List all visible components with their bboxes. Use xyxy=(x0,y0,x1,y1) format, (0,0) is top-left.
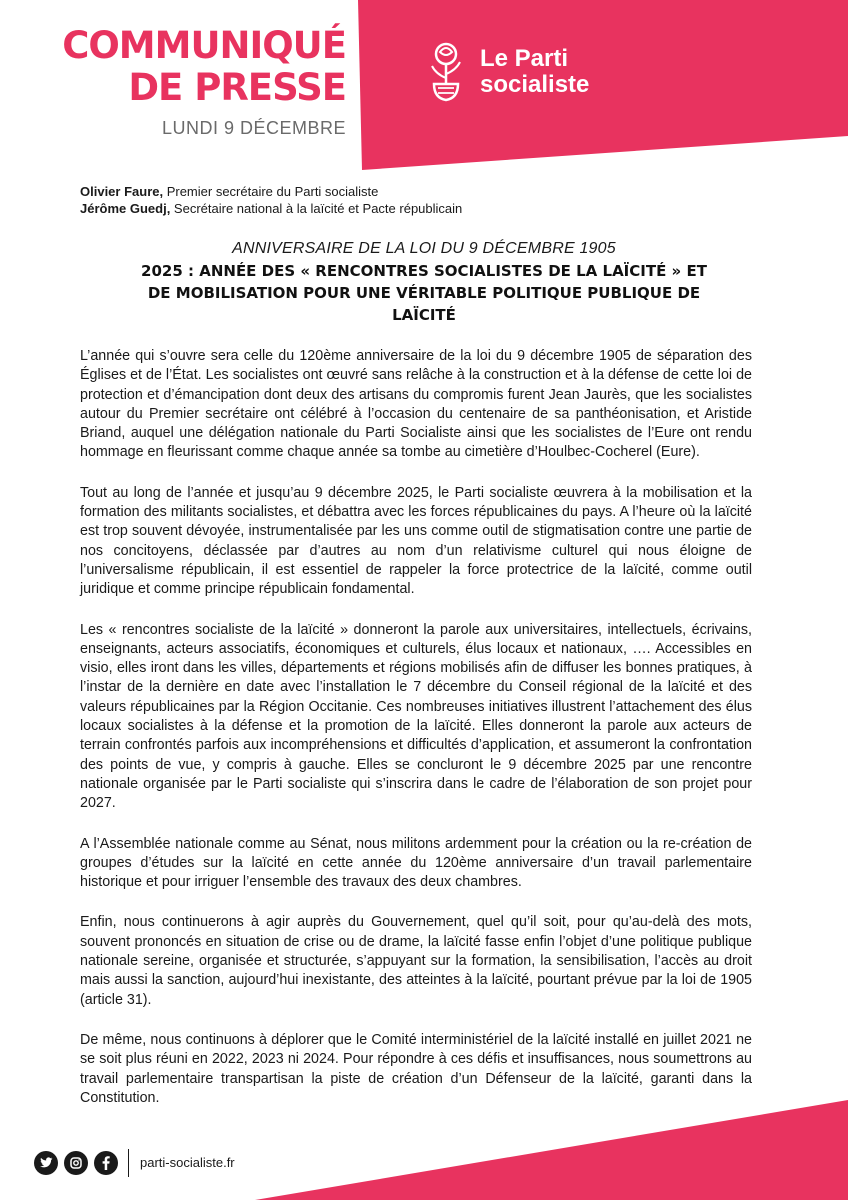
party-logo xyxy=(422,38,612,108)
headline-subtitle: ANNIVERSAIRE DE LA LOI DU 9 DÉCEMBRE 1905 xyxy=(232,240,616,257)
press-release-title-block xyxy=(0,0,380,170)
facebook-icon[interactable] xyxy=(94,1151,118,1175)
release-date: LUNDI 9 DÉCEMBRE xyxy=(161,118,346,138)
title-line-2: DE PRESSE xyxy=(128,66,346,109)
body-paragraph: Enfin, nous continuerons à agir auprès du Gouvernement, quel qu’il soit, pour qu’au-delà des mots, souvent prononcés en situation de crise ou de drame, la laïcité fasse enfin l’objet d’une politique publique nationale sereine, organisée et structurée, s’appuyant sur la formation, la sensibilisation, l’accès au droit mais aussi la sanction, aujourd’hui inexistante, des atteintes à la laïcité, pourtant prévue par la loi de 1905 (article 31). xyxy=(80,914,752,1008)
twitter-icon[interactable] xyxy=(34,1151,58,1175)
headline-main: 2025 : ANNÉE DES « RENCONTRES SOCIALISTES DE LA LAÏCITÉ » ET DE MOBILISATION POUR UNE VÉRITABLE POLITIQUE PUBLIQUE DE LAÏCITÉ xyxy=(141,262,707,324)
author-line xyxy=(80,183,462,200)
authors-block xyxy=(80,183,462,217)
headline-block xyxy=(140,238,708,326)
footer-divider xyxy=(128,1149,129,1177)
website-link[interactable]: parti-socialiste.fr xyxy=(140,1155,235,1170)
logo-line-2: socialiste xyxy=(480,71,590,98)
author-name: Jérôme Guedj, xyxy=(80,201,171,216)
press-release-body xyxy=(80,347,752,1129)
author-role: Secrétaire national à la laïcité et Pacte républicain xyxy=(170,201,463,216)
title-line-1: COMMUNIQUÉ xyxy=(62,24,346,67)
author-role: Premier secrétaire du Parti socialiste xyxy=(163,184,379,199)
author-name: Olivier Faure, xyxy=(80,184,164,199)
body-paragraph: Tout au long de l’année et jusqu’au 9 décembre 2025, le Parti socialiste œuvrera à la mobilisation et la formation des militants socialistes, et débattra avec les forces républicaines du pays. A l’heure où la laïcité est trop souvent dévoyée, instrumentalisée par les uns comme outil de stigmatisation contre une partie de nos concitoyens, déclassée par d’autres au nom d’un relativisme culturel qui nous éloigne de l’universalisme républicain, il est essentiel de rappeler la force protectrice de la laïcité, comme outil juridique et comme principe républicain fondamental. xyxy=(80,484,752,598)
body-paragraph: L’année qui s’ouvre sera celle du 120ème anniversaire de la loi du 9 décembre 1905 de séparation des Églises et de l’État. Les socialistes ont œuvré sans relâche à la construction et à la défense de cette loi de protection et d’émancipation dont deux des artisans du compromis furent Jean Jaurès, que les socialistes autour du Premier secrétaire ont célébré à l’occasion du centenaire de sa panthéonisation, et Aristide Briand, auquel une délégation nationale du Parti Socialiste ainsi que les socialistes de l’Eure ont rendu hommage en fleurissant comme chaque année sa tombe au cimetière d’Houlbec-Cocherel (Eure). xyxy=(80,348,752,461)
body-paragraph: A l’Assemblée nationale comme au Sénat, nous militons ardemment pour la création ou la re-création de groupes d’études sur la laïcité en cette année du 120ème anniversaire d’un travail parlementaire historique et pour irriguer l’ensemble des travaux des deux chambres. xyxy=(80,835,752,891)
instagram-icon[interactable] xyxy=(64,1151,88,1175)
body-paragraph: De même, nous continuons à déplorer que le Comité interministériel de la laïcité installé en juillet 2021 ne se soit plus réuni en 2022, 2023 ni 2024. Pour répondre à ces défis et insuffisances, nous soumettrons au travail parlementaire transpartisan la piste de création d’un Défenseur de la laïcité, garanti dans la Constitution. xyxy=(80,1031,752,1106)
rose-fist-icon xyxy=(422,40,470,104)
author-line xyxy=(80,200,462,217)
logo-line-1: Le Parti xyxy=(480,45,569,72)
body-paragraph: Les « rencontres socialiste de la laïcité » donneront la parole aux universitaires, intellectuels, écrivains, enseignants, acteurs associatifs, économiques et culturels, élus locaux et nationaux, …. Accessibles en visio, elles iront dans les villes, départements et régions mobilisés afin de diffuser les bonnes pratiques, à l’instar de la dernière en date avec l’installation le 7 décembre du Conseil régional de la laïcité et des valeurs républicaines par la Région Occitanie. Ces nombreuses initiatives illustrent l’attachement des élus locaux socialistes à la défense et la promotion de la laïcité. Elles donneront la parole aux acteurs de terrain confrontés parfois aux incompréhensions et difficultés d’application, et assumeront la confrontation des points de vue, y compris à gauche. Elles se concluront le 9 décembre 2025 par une rencontre nationale organisée par le Parti socialiste qui s’inscrira dans le cadre de l’élaboration de son projet pour 2027. xyxy=(80,621,752,812)
